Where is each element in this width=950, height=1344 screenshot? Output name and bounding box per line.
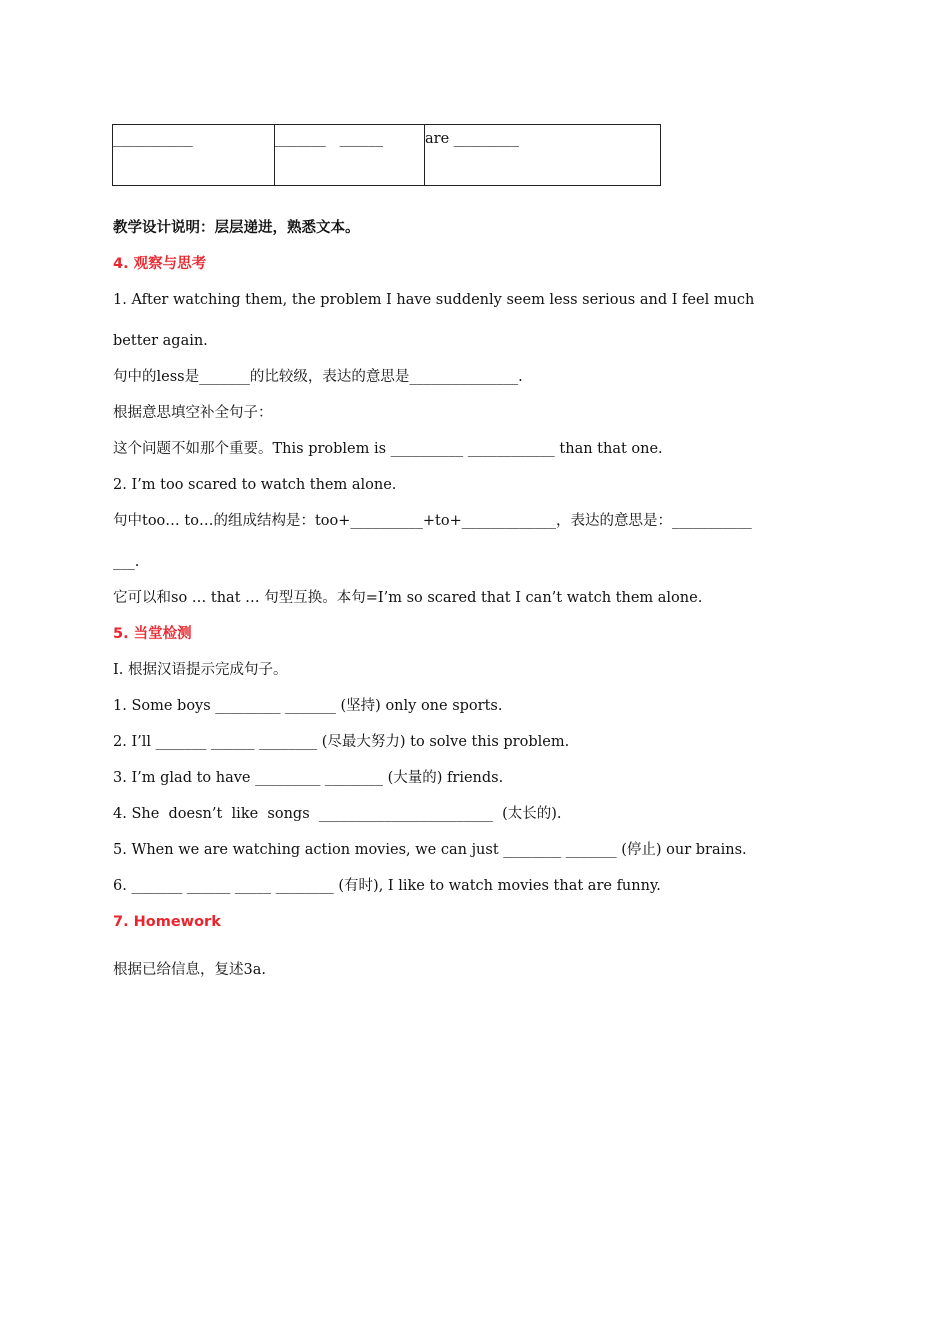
text-line: 2. I’m too scared to watch them alone. [113,477,397,493]
text-line: 它可以和so … that … 句型互换。本句=I’m so scared that I can’t watch them alone. [113,590,703,606]
text-line: ___. [113,554,140,570]
section-heading: 4. 观察与思考 [113,256,207,272]
design-note: 教学设计说明：层层递进，熟悉文本。 [113,220,360,236]
text-line: I. 根据汉语提示完成句子。 [113,662,288,678]
list-item: 6. _______ ______ _____ ________ (有时), I like to watch movies that are funny. [113,878,661,894]
text-line: 根据已给信息，复述3a. [113,962,266,978]
list-item: 1. Some boys _________ _______ (坚持) only one sports. [113,698,503,714]
list-item: 3. I’m glad to have _________ ________ (大量的) friends. [113,770,504,786]
list-item: 2. I’ll _______ ______ ________ (尽最大努力) to solve this problem. [113,734,570,750]
section-heading: 5. 当堂检测 [113,626,192,642]
table-row [113,125,661,186]
section-heading: 7. Homework [113,914,221,930]
text-line: 句中的less是_______的比较级，表达的意思是_______________. [113,369,523,385]
table-cell: ___________ [113,125,275,186]
table-cell: _______ ______ [275,125,425,186]
text-line: 根据意思填空补全句子： [113,405,273,421]
text-line: 1. After watching them, the problem I have suddenly seem less serious and I feel much [113,292,755,308]
list-item: 5. When we are watching action movies, we can just ________ _______ (停止) our brains. [113,842,747,858]
text-line: 这个问题不如那个重要。This problem is __________ ____________ than that one. [113,441,663,457]
text-line: better again. [113,333,208,349]
list-item: 4. She doesn’t like songs ________________________ (太长的). [113,806,562,822]
table-cell: are _________ [425,125,661,186]
text-line: 句中too… to…的组成结构是：too+__________+to+_____________，表达的意思是：___________ [113,513,752,529]
fill-in-table [112,124,661,186]
